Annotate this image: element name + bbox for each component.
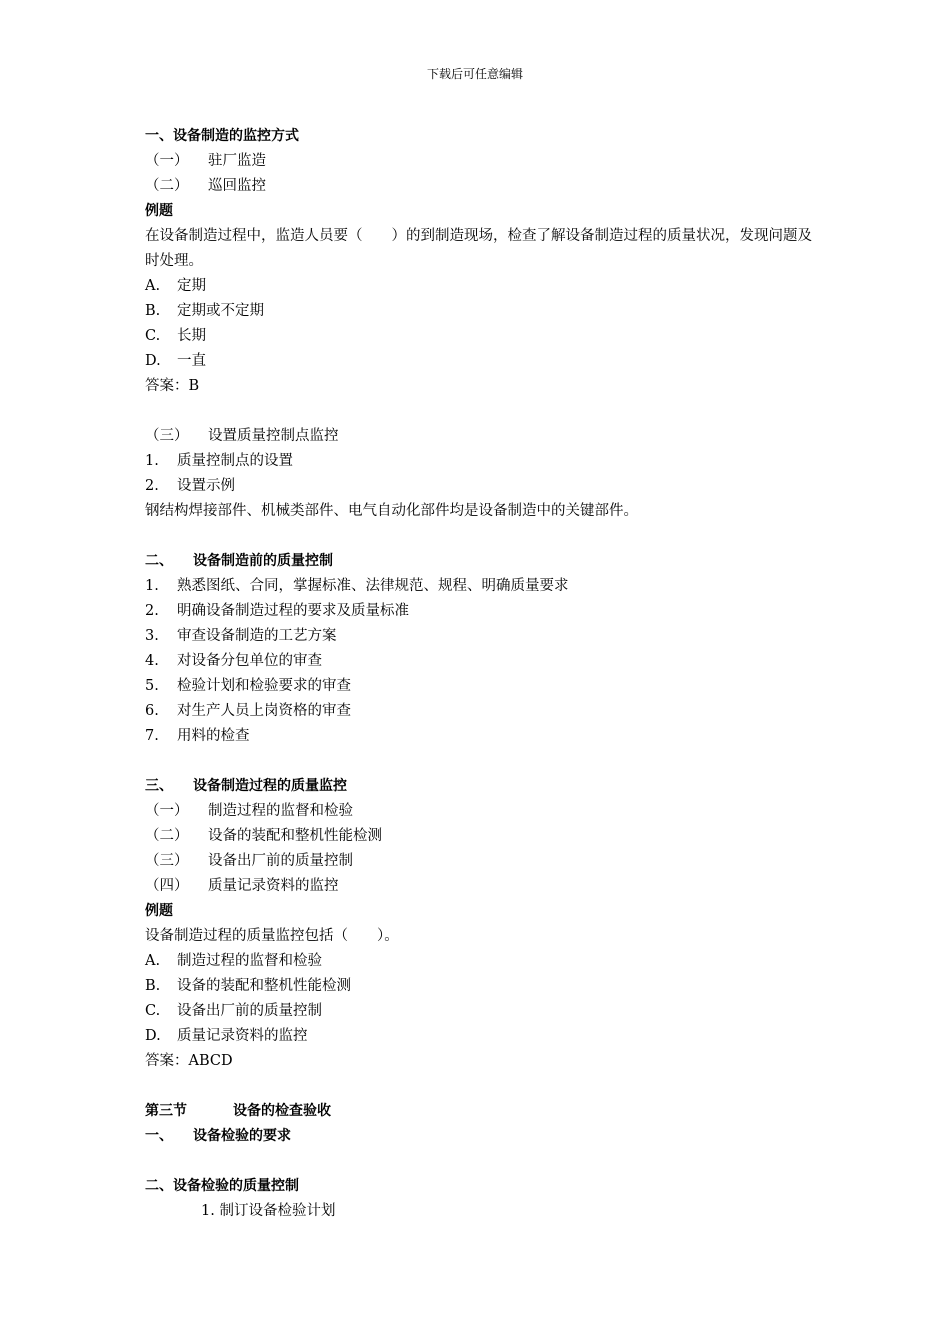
list-item: （三） 设备出厂前的质量控制	[145, 853, 353, 869]
question-text: 设备制造过程的质量监控包括（ ）。	[145, 928, 399, 944]
section-heading: 二、 设备制造前的质量控制	[145, 553, 333, 569]
option-item: B. 定期或不定期	[145, 303, 264, 319]
list-item: 1. 熟悉图纸、合同，掌握标准、法律规范、规程、明确质量要求	[145, 578, 569, 594]
list-item: 1. 质量控制点的设置	[145, 453, 293, 469]
section-heading: 一、设备制造的监控方式	[145, 128, 299, 144]
option-item: D. 一直	[145, 353, 206, 369]
list-item: 7. 用料的检查	[145, 728, 250, 744]
list-item: （一） 制造过程的监督和检验	[145, 803, 353, 819]
document-body	[145, 124, 825, 1224]
list-item: 2. 明确设备制造过程的要求及质量标准	[145, 603, 409, 619]
answer-text: 答案：B	[145, 378, 200, 394]
section-heading: 一、 设备检验的要求	[145, 1128, 291, 1144]
list-item: 1. 制订设备检验计划	[201, 1203, 336, 1219]
example-label: 例题	[145, 903, 173, 919]
spacer	[145, 399, 825, 424]
option-item: D. 质量记录资料的监控	[145, 1028, 308, 1044]
option-item: C. 设备出厂前的质量控制	[145, 1003, 322, 1019]
list-item: （四） 质量记录资料的监控	[145, 878, 339, 894]
spacer	[145, 524, 825, 549]
list-item: 4. 对设备分包单位的审查	[145, 653, 322, 669]
answer-text: 答案：ABCD	[145, 1053, 233, 1069]
note-text: 钢结构焊接部件、机械类部件、电气自动化部件均是设备制造中的关键部件。	[145, 503, 638, 519]
spacer	[145, 1149, 825, 1174]
option-item: B. 设备的装配和整机性能检测	[145, 978, 351, 994]
list-item: （二） 巡回监控	[145, 178, 266, 194]
list-item: 2. 设置示例	[145, 478, 235, 494]
list-item: 5. 检验计划和检验要求的审查	[145, 678, 351, 694]
list-item: （三） 设置质量控制点监控	[145, 428, 339, 444]
page-header: 下载后可任意编辑	[426, 67, 523, 81]
question-text: 在设备制造过程中，监造人员要（ ）的到制造现场，检查了解设备制造过程的质量状况，发现问题及时处理。	[145, 228, 812, 269]
section-heading: 二、设备检验的质量控制	[145, 1178, 299, 1194]
section-heading: 三、 设备制造过程的质量监控	[145, 778, 347, 794]
list-item: 6. 对生产人员上岗资格的审查	[145, 703, 351, 719]
spacer	[145, 1074, 825, 1099]
chapter-heading: 第三节 设备的检查验收	[145, 1103, 331, 1119]
list-item: （一） 驻厂监造	[145, 153, 266, 169]
list-item: 3. 审查设备制造的工艺方案	[145, 628, 337, 644]
spacer	[145, 749, 825, 774]
option-item: A. 定期	[145, 278, 206, 294]
example-label: 例题	[145, 203, 173, 219]
option-item: C. 长期	[145, 328, 206, 344]
list-item: （二） 设备的装配和整机性能检测	[145, 828, 382, 844]
option-item: A. 制造过程的监督和检验	[145, 953, 322, 969]
